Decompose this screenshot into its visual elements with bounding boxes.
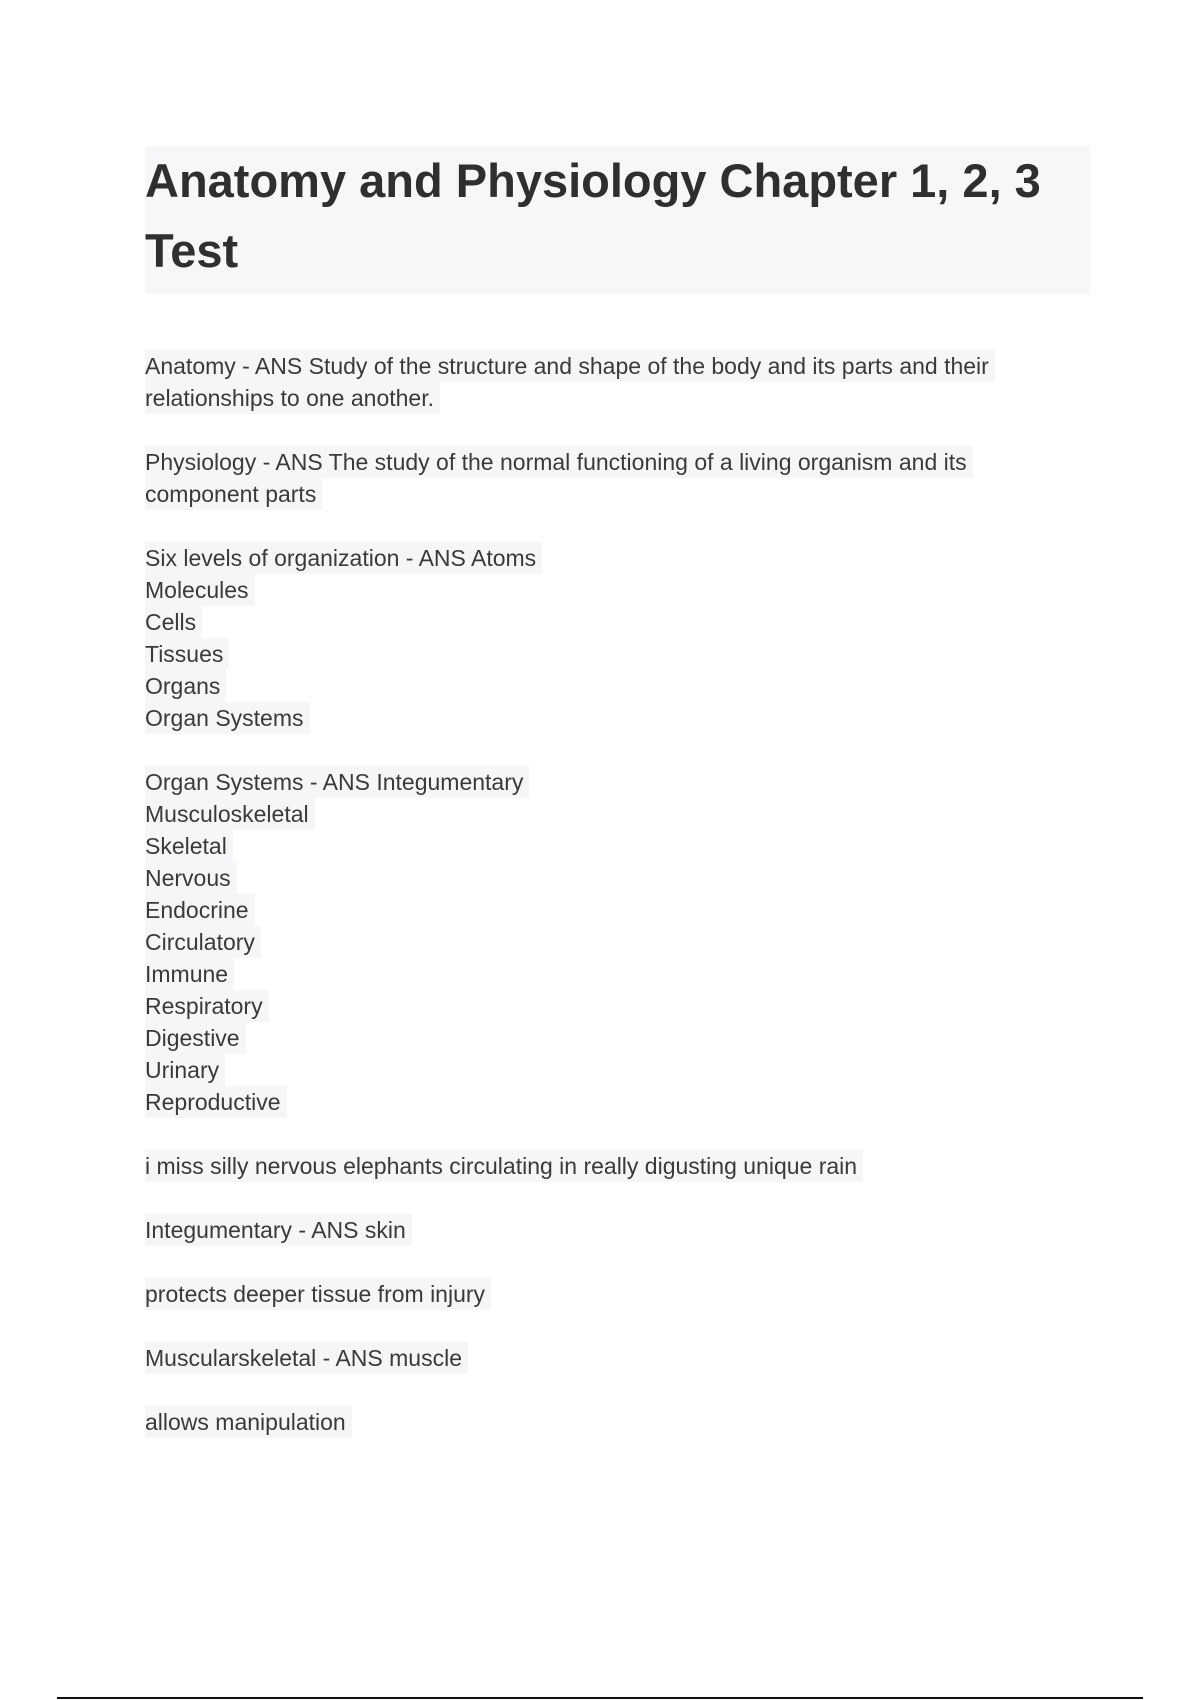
entry-line: Musculoskeletal xyxy=(145,798,315,830)
entry-line: Molecules xyxy=(145,574,255,606)
entry-line: Circulatory xyxy=(145,926,261,958)
entry-line: Integumentary - ANS skin xyxy=(145,1214,412,1246)
entry-line: Respiratory xyxy=(145,990,269,1022)
entry-integumentary-function xyxy=(145,1278,1090,1310)
entry-line: Immune xyxy=(145,958,234,990)
entry-line: relationships to one another. xyxy=(145,382,440,414)
entry-line: Urinary xyxy=(145,1054,225,1086)
page-bottom-divider xyxy=(57,1697,1143,1699)
entry-levels-of-organization xyxy=(145,542,1090,734)
entry-physiology xyxy=(145,446,1090,510)
entries-list xyxy=(145,350,1090,1438)
entry-line: Physiology - ANS The study of the normal functioning of a living organism and its xyxy=(145,446,973,478)
entry-line: Skeletal xyxy=(145,830,233,862)
entry-organ-systems xyxy=(145,766,1090,1118)
entry-line: Digestive xyxy=(145,1022,246,1054)
document-page xyxy=(145,146,1090,1470)
entry-line: Anatomy - ANS Study of the structure and shape of the body and its parts and their xyxy=(145,350,995,382)
entry-line: component parts xyxy=(145,478,322,510)
entry-line: Six levels of organization - ANS Atoms xyxy=(145,542,542,574)
entry-line: allows manipulation xyxy=(145,1406,352,1438)
entry-line: Tissues xyxy=(145,638,229,670)
entry-muscularskeletal-function xyxy=(145,1406,1090,1438)
entry-line: Cells xyxy=(145,606,202,638)
entry-line: Reproductive xyxy=(145,1086,287,1118)
document-title: Anatomy and Physiology Chapter 1, 2, 3 Test xyxy=(145,154,1041,277)
entry-line: Nervous xyxy=(145,862,237,894)
title-block xyxy=(145,146,1090,294)
entry-anatomy xyxy=(145,350,1090,414)
entry-integumentary xyxy=(145,1214,1090,1246)
entry-line: Organ Systems xyxy=(145,702,310,734)
entry-line: Muscularskeletal - ANS muscle xyxy=(145,1342,468,1374)
entry-muscularskeletal xyxy=(145,1342,1090,1374)
entry-line: i miss silly nervous elephants circulating in really digusting unique rain xyxy=(145,1150,863,1182)
entry-line: protects deeper tissue from injury xyxy=(145,1278,491,1310)
entry-line: Organs xyxy=(145,670,226,702)
entry-mnemonic xyxy=(145,1150,1090,1182)
entry-line: Organ Systems - ANS Integumentary xyxy=(145,766,529,798)
entry-line: Endocrine xyxy=(145,894,255,926)
